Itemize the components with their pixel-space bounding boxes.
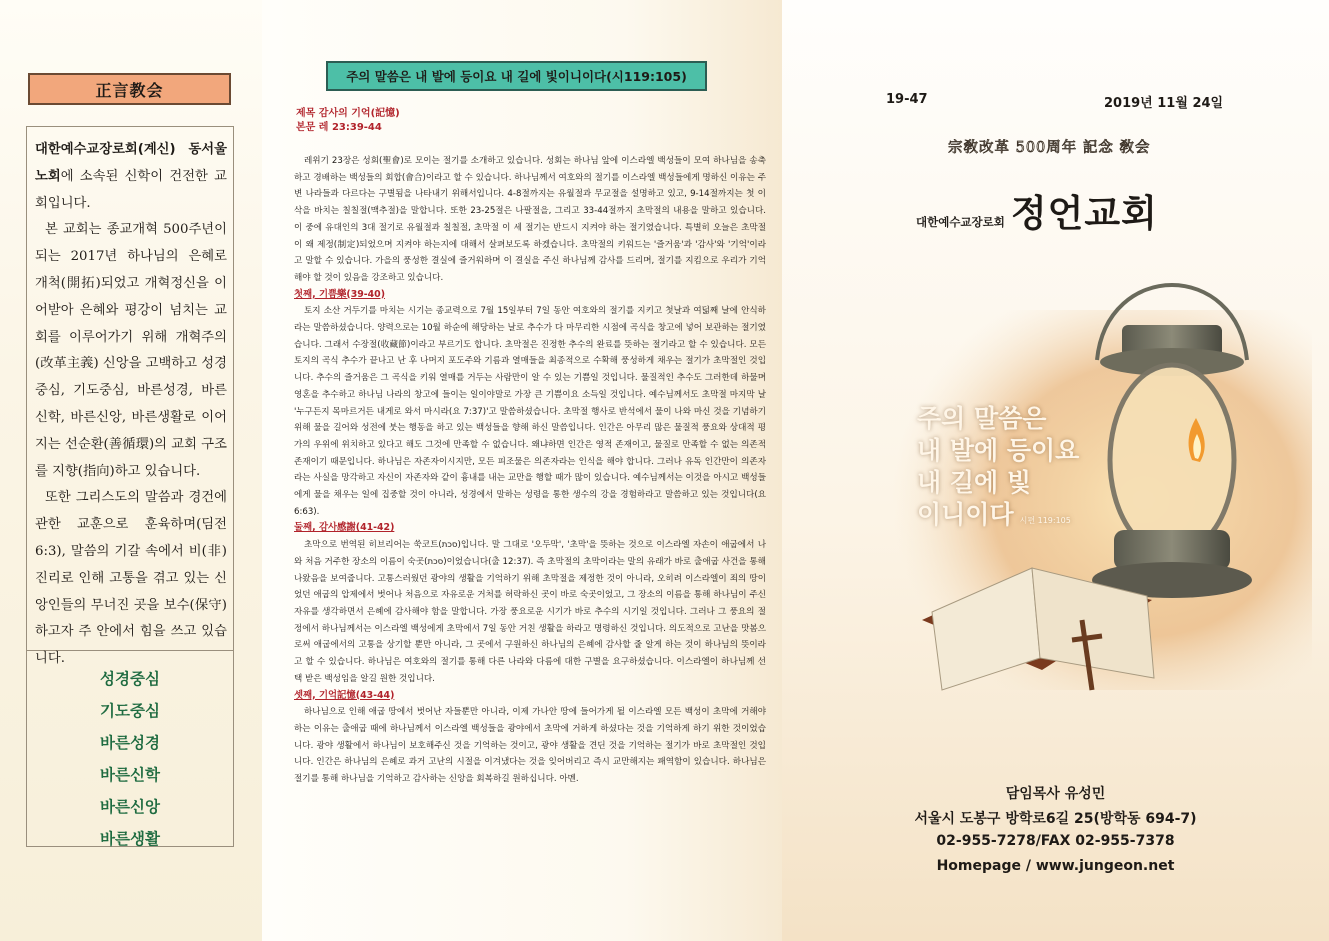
church-name: 정언교회 [1010,192,1158,235]
sermon-body [294,153,766,788]
church-intro-box [26,126,234,667]
art-verse-line-3: 내 길에 빛 [917,468,1032,497]
intro-paragraph-3: 또한 그리스도의 말씀과 경건에 관한 교훈으로 훈육하며(딤전 6:3), 말씀의 기갈 속에서 비(非) 진리로 인해 고통을 겪고 있는 신앙인들의 무너진 곳을 보수(保守)하고자 주 안에서 힘을 쓰고 있습니다. [35,490,227,667]
pastor-name: 담임목사 유성민 [1005,786,1106,802]
art-verse-ref: 시편 119:105 [1019,516,1071,525]
art-verse-line-4-text: 이니이다 [917,500,1014,529]
virtue-item: 바른성경 [100,734,160,752]
intro-paragraph-1 [35,137,227,217]
denomination: 대한예수교장로회 [916,215,1005,229]
church-address: 서울시 도봉구 방학로6길 25(방학동 694-7) [914,811,1197,827]
church-name-row [916,183,1158,237]
lantern-glass [1110,365,1234,555]
sermon-intro: 레위기 23장은 성회(聖會)로 모이는 절기를 소개하고 있습니다. 성회는 하나님 앞에 이스라엘 백성들이 모여 하나님을 송축하고 경배하는 백성들의 회합(會合)이라고 할 수 있습니다. 하나님께서 여호와의 절기를 이스라엘 백성들에게 명하신 이유는 주변 나라들과 다르다는 구별됨을 나타내기 위해서입니다. 4-8절까지는 유월절과 무교절을 설명하고 있고, 9-14절까지는 첫 이삭을 바치는 칠칠절(맥추절)을 말합니다. 또한 23-25절은 나팔절을, 그리고 33-44절까지 초막절의 내용을 말하고 있습니다. 이 중에 유대인의 3대 절기로 유월절과 칠칠절, 초막절 이 세 절기는 반드시 지켜야 하는 절기였습니다. 특별히 오늘은 초막절이 왜 제정(制定)되었으며 지켜야 하는지에 대해서 살펴보도록 하겠습니다. 초막절의 키워드는 '즐거움'과 '감사'와 '기억'이라고 말할 수 있습니다. 가을의 풍성한 결실에 즐거워하며 이 결실을 주신 하나님께 감사를 드리며, 절기를 지킴으로 우리가 기억해야 할 것이 있음을 강조하고 있습니다. [294,156,766,283]
virtue-item: 바른신앙 [100,798,160,816]
art-verse-line-1: 주의 말씀은 [917,404,1047,433]
section-body-1: 토지 소산 거두기를 마치는 시기는 종교력으로 7월 15일부터 7일 동안 여호와의 절기를 지키고 첫날과 여덟째 날에 안식하라는 말씀하셨습니다. 양력으로는 10월 하순에 해당하는 날로 추수가 다 마무리한 시점에 곡식을 창고에 넣어 보관하는 절기였습니다. 그래서 수장절(收藏節)이라고 부르기도 합니다. 초막절은 진정한 추수의 완료를 뜻하는 절기라고 할 수 있습니다. 모든 토지의 곡식 추수가 끝나고 난 후 나머지 포도주와 기름과 열매들을 최종적으로 수확해 풍성하게 채우는 절기가 초막절인 것입니다. 추수의 즐거움은 그 곡식을 키워 열매를 거두는 사람만이 알 수 있는 기쁨일 것입니다. 물질적인 추수도 그러한데 하물며 영혼을 추수하고 하나님 나라의 창고에 들이는 일이야말로 가장 큰 기쁨이요 소득일 것입니다. 예수님께서도 초막절 마지막 날 '누구든지 목마르거든 내게로 와서 마시라(요 7:37)'고 말씀하셨습니다. 초막절 행사로 반석에서 물이 나와 마신 것을 기념하기 위해 물을 길어와 성전에 붓는 행동을 하고 있는 백성들을 향해 하신 말씀입니다. 인간은 아무리 많은 물질적 풍요와 상대적 평가의 우위에 위치하고 있다고 해도 그것에 만족할 수 없습니다. 왜냐하면 인간은 영적 존재이고, 물질로 만족할 수 없는 의존적 존재이기 때문입니다. 하나님은 자존자이시지만, 모든 피조물은 의존자라는 인식을 해야 합니다. 그러나 유독 인간만이 의존자라는 사실을 망각하고 자신이 자존자와 같이 흉내를 내는 교만을 행할 때가 많이 있습니다. 예수님께서는 이것을 아시고 백성들에게 물을 채우는 일에 집중할 것이 아니라, 성경에서 말하는 성령을 통한 생수의 강을 경험하라고 말씀하고 있는 것입니다(요 6:63). [294,306,766,517]
virtue-item: 기도중심 [100,702,160,720]
sermon-panel [262,0,782,941]
art-verse-line-4 [917,499,1127,537]
church-homepage: Homepage / www.jungeon.net [936,858,1175,874]
intro-lead: 대한예수교장로회(계신) 동서울 노회 [35,142,227,184]
church-phone: 02-955-7278/FAX 02-955-7378 [936,833,1175,849]
sermon-title: 제목 감사의 기억(記憶) [296,108,400,119]
section-body-2: 초막으로 번역된 히브리어는 쑥코트(סכת)입니다. 말 그대로 '오두막', '초막'을 뜻하는 것으로 이스라엘 자손이 애굽에서 나와 처음 거주한 장소의 이름이 숙곳(סכת)이었습니다(출 12:37). 즉 초막절의 초막이라는 말의 유래가 바로 출애굽 사건을 통해 나왔음을 보여줍니다. 고통스러웠던 광야의 생활을 기억하기 위해 초막절을 제정한 것이 아니라, 오히려 이스라엘이 죄의 땅이었던 애굽의 압제에서 벗어나 처음으로 자유로운 거처를 허락하신 곳이 바로 숙곳이었고, 그 장소의 이름을 통해 하나님이 주신 자유를 생각하면서 은혜에 감사해야 함을 말합니다. 가장 풍요로운 시기가 바로 추수의 시기일 것입니다. 그러나 그 풍요의 절정에서 하나님께서는 이스라엘 백성에게 초막에서 7일 동안 거친 생활을 하라고 명령하신 것입니다. 의도적으로 고난을 맛봄으로써 애굽에서의 고통을 상기할 뿐만 아니라, 그 곳에서 구원하신 하나님의 은혜에 감사할 줄 알게 하는 것이 하나님의 뜻이라고 할 수 있습니다. 하나님은 여호와의 절기를 통해 다른 나라와 다름에 대한 구별을 요구하셨습니다. 이스라엘이 하나님께 선택 받은 백성임을 알길 원한 것입니다. [294,540,766,684]
bulletin-date: 2019년 11월 24일 [1104,96,1224,111]
virtue-item: 성경중심 [100,670,160,688]
intro-paragraph-2: 본 교회는 종교개혁 500주년이 되는 2017년 하나님의 은혜로 개척(開拓)되었고 개혁정신을 이어받아 은혜와 평강이 넘치는 교회를 이루어가기 위해 개혁주의(改革主義) 신앙을 고백하고 성경중심, 기도중심, 바른성경, 바른신학, 바른신앙, 바른생활로 이어지는 선순환(善循環)의 교회 구조를 지향(指向)하고 있습니다. [35,222,227,479]
sermon-meta [296,107,400,135]
issue-number: 19-47 [886,92,928,107]
sermon-text-ref: 본문 레 23:39-44 [296,122,382,133]
section-heading-3: 셋째, 기억記憶(43-44) [294,689,395,701]
virtue-item: 바른신학 [100,766,160,784]
church-hanja-title: 正言教会 [28,73,231,105]
section-body-3: 하나님으로 인해 애굽 땅에서 벗어난 자들뿐만 아니라, 이제 가나안 땅에 들어가게 될 이스라엘 모든 백성이 초막에 거해야 하는 이유는 출애굽 때에 하나님께서 이스라엘 백성들을 광야에서 초막에 거하게 하셨다는 것을 기억하게 하기 위한 것이었습니다. 광야 생활에서 하나님이 보호해주신 것을 기억하는 것이고, 광야 생활을 견딘 것을 기억하는 절기가 바로 초막절인 것입니다. 인간은 하나님의 은혜로 과거 고난의 시절을 이겨냈다는 것을 잊어버리고 즉시 교만해지는 패역함이 있습니다. 하나님은 절기를 통해 하나님을 기억하고 감사하는 신앙을 회복하길 원하십니다. 아멘. [294,707,766,785]
virtues-list [26,651,234,847]
illustration-verse [917,403,1127,537]
anniversary-tagline: 宗敎改革 500周年 記念 敎会 [948,140,1151,156]
section-heading-2: 둘째, 감사感謝(41-42) [294,522,395,534]
verse-banner: 주의 말씀은 내 발에 등이요 내 길에 빛이니이다(시119:105) [326,61,707,91]
intro-lead-rest: 에 소속된 신학이 건전한 교회입니다. [35,168,227,211]
left-panel [0,0,262,941]
cover-panel [782,0,1329,941]
section-heading-1: 첫째, 기쁨樂(39-40) [294,288,385,300]
virtue-item: 바른생활 [100,830,160,848]
art-verse-line-2: 내 발에 등이요 [917,436,1080,465]
